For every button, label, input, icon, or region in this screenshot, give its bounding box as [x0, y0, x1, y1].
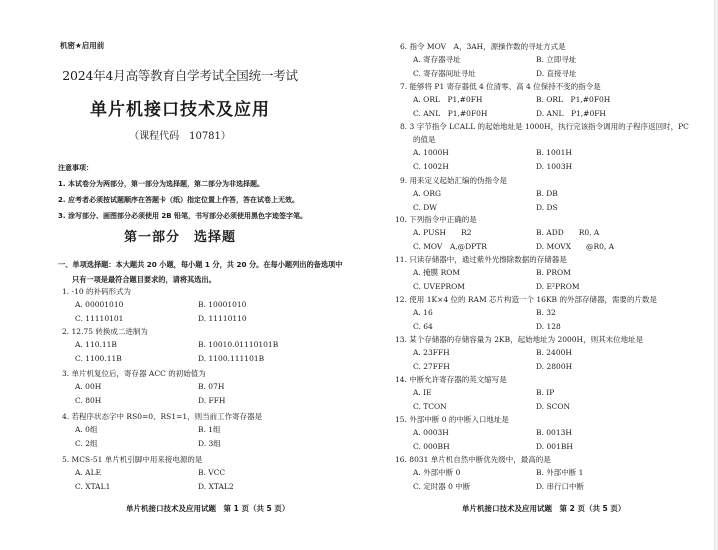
- option-a: A. 掩膜 ROM: [413, 268, 461, 277]
- option-c: C. 000BH: [413, 441, 450, 451]
- option-d: D. MOVX @R0, A: [536, 241, 615, 251]
- option-b: B. ORL P1,#0F0H: [536, 95, 611, 104]
- option-c: C. ANL P1,#0F0H: [413, 108, 488, 118]
- option-a: A. 16: [413, 308, 433, 317]
- question-2: [62, 325, 278, 365]
- option-a: A. IE: [413, 388, 432, 397]
- option-b: B. 1组: [198, 425, 221, 434]
- option-c: C. 80H: [75, 395, 102, 405]
- course-code: （课程代码 10781）: [129, 131, 231, 142]
- option-c: C. 定时器 0 中断: [413, 481, 471, 491]
- question-8: [400, 120, 689, 173]
- option-c: C. 27FFH: [413, 361, 450, 371]
- option-a: A. 00H: [75, 382, 102, 391]
- question-stem-cont: 的值是: [413, 135, 436, 144]
- section-instruction: [58, 257, 358, 287]
- question-stem: 10. 下列指令中正确的是: [395, 215, 477, 224]
- option-b: B. 32: [536, 308, 556, 317]
- option-b: B. 07H: [198, 382, 225, 391]
- exam-page-2: [362, 0, 714, 550]
- option-b: B. 立即寻址: [536, 55, 577, 64]
- option-b: B. PROM: [536, 268, 571, 277]
- option-a: A. PUSH R2: [413, 228, 472, 237]
- option-c: C. 寄存器间址寻址: [413, 68, 476, 78]
- question-stem: 4. 若程序状态字中 RS0=0、RS1=1，则当前工作寄存器是: [62, 412, 263, 421]
- question-stem: 13. 某个存储器的存储容量为 2KB，起始地址为 2000H，则其末位地址是: [395, 335, 644, 344]
- option-a: A. 1000H: [413, 148, 449, 157]
- option-c: C. 11110101: [75, 313, 124, 323]
- question-16: [395, 453, 584, 493]
- question-stem: 16. 8031 单片机自然中断优先级中，最高的是: [395, 455, 551, 464]
- option-d: D. SCON: [536, 401, 571, 411]
- option-a: A. ORL P1,#0FH: [413, 95, 483, 104]
- page-footer: 单片机接口技术及应用试题 第 1 页（共 5 页）: [126, 504, 290, 513]
- option-d: D. 11110110: [198, 313, 247, 323]
- option-d: D. 1003H: [536, 161, 573, 171]
- option-d: D. 2800H: [536, 361, 573, 371]
- question-stem: 12. 使用 1K×4 位的 RAM 芯片构造一个 16KB 的外部存储器，需要的片数是: [395, 295, 657, 304]
- question-stem: 5. MCS-51 单片机引脚中用来接电源的是: [62, 455, 203, 464]
- option-d: D. XTAL2: [198, 481, 234, 491]
- question-stem: 2. 12.75 转换成二进制为: [62, 327, 148, 336]
- question-stem: 6. 指令 MOV A，3AH，源操作数的寻址方式是: [400, 42, 566, 51]
- option-c: C. UVEPROM: [413, 281, 465, 291]
- exam-title: 2024年4月高等教育自学考试全国统一考试: [62, 68, 298, 83]
- option-b: B. 0013H: [536, 428, 572, 437]
- option-c: C. DW: [413, 202, 437, 212]
- question-7: [400, 80, 610, 120]
- option-b: B. VCC: [198, 468, 226, 477]
- question-1: [62, 285, 247, 325]
- note-item: 2. 应考者必须按试题顺序在答题卡（纸）指定位置上作答，答在试卷上无效。: [58, 196, 299, 204]
- option-b: B. 1001H: [536, 148, 572, 157]
- page-footer: 单片机接口技术及应用试题 第 2 页（共 5 页）: [462, 504, 626, 513]
- option-d: D. 3组: [198, 438, 221, 448]
- option-a: A. ORG: [413, 189, 441, 198]
- option-a: A. 寄存器寻址: [413, 55, 461, 64]
- option-d: D. 直接寻址: [536, 68, 577, 78]
- option-a: A. 外部中断 0: [413, 468, 461, 477]
- question-13: [395, 333, 643, 373]
- question-4: [62, 410, 262, 450]
- note-item: 1. 本试卷分为两部分，第一部分为选择题，第二部分为非选择题。: [58, 180, 264, 188]
- part-title: 第一部分 选择题: [123, 230, 236, 245]
- notes-section: [58, 160, 307, 224]
- question-6: [400, 40, 577, 80]
- option-a: A. 23FFH: [413, 348, 450, 357]
- question-stem: 1. -10 的补码形式为: [62, 287, 132, 296]
- option-d: D. E²PROM: [536, 281, 580, 291]
- option-c: C. XTAL1: [75, 481, 111, 491]
- question-3: [62, 367, 225, 407]
- question-stem: 11. 只读存储器中，通过紫外光擦除数据的存储器是: [395, 255, 567, 264]
- subject-title: 单片机接口技术及应用: [90, 100, 270, 120]
- option-b: B. ADD R0, A: [536, 228, 600, 237]
- option-b: B. 10001010: [198, 300, 247, 309]
- option-d: D. 001BH: [536, 441, 573, 451]
- option-c: C. 2组: [75, 438, 98, 448]
- option-a: A. ALE: [75, 468, 102, 477]
- option-a: A. 0003H: [413, 428, 449, 437]
- question-14: [395, 373, 570, 413]
- question-5: [62, 453, 234, 493]
- page-edge: [714, 0, 718, 550]
- option-d: D. ANL P1,#0FH: [536, 108, 606, 118]
- option-a: A. 0组: [75, 425, 98, 434]
- option-c: C. TCON: [413, 401, 447, 411]
- question-stem: 14. 中断允许寄存器的英文缩写是: [395, 375, 507, 384]
- option-b: B. 外部中断 1: [536, 468, 584, 477]
- question-12: [395, 293, 657, 333]
- notes-heading: 注意事项：: [58, 164, 93, 172]
- question-9: [400, 174, 558, 214]
- option-b: B. 10010.01110101B: [198, 340, 279, 349]
- secret-label: 机密★启用前: [60, 41, 105, 50]
- option-a: A. 110.11B: [75, 340, 117, 349]
- question-stem: 15. 外部中断 0 的中断入口地址是: [395, 415, 509, 424]
- option-b: B. IP: [536, 388, 555, 397]
- option-c: C. 64: [413, 321, 433, 331]
- question-15: [395, 413, 573, 453]
- question-10: [395, 213, 614, 253]
- question-11: [395, 253, 580, 293]
- option-d: D. DS: [536, 202, 558, 212]
- option-d: D. FFH: [198, 395, 226, 405]
- option-d: D. 128: [536, 321, 561, 331]
- question-stem: 8. 3 字节指令 LCALL 的起始地址是 1000H，执行完该指令调用的子程序返回时，PC: [400, 122, 689, 131]
- question-stem: 9. 用来定义起始汇编的伪指令是: [400, 176, 508, 185]
- instruction-line: 只有一项是最符合题目要求的，请将其选出。: [72, 275, 216, 284]
- note-item: 3. 涂写部分、画图部分必须使用 2B 铅笔，书写部分必须使用黑色字迹签字笔。: [58, 212, 308, 220]
- option-c: C. 1002H: [413, 161, 449, 171]
- question-stem: 7. 能够将 P1 寄存器低 4 位清零、高 4 位保持不变的指令是: [400, 82, 601, 91]
- option-d: D. 1100.111101B: [198, 353, 265, 363]
- option-c: C. MOV A,@DPTR: [413, 241, 487, 251]
- option-b: B. 2400H: [536, 348, 572, 357]
- option-d: D. 串行口中断: [536, 481, 585, 491]
- option-c: C. 1100.11B: [75, 353, 122, 363]
- option-b: B. DB: [536, 189, 558, 198]
- option-a: A. 00001010: [75, 300, 124, 309]
- question-stem: 3. 单片机复位后，寄存器 ACC 的初始值为: [62, 369, 206, 378]
- instruction-line: 一、单项选择题：本大题共 20 小题，每小题 1 分，共 20 分。在每小题列出的备选项中: [58, 260, 343, 269]
